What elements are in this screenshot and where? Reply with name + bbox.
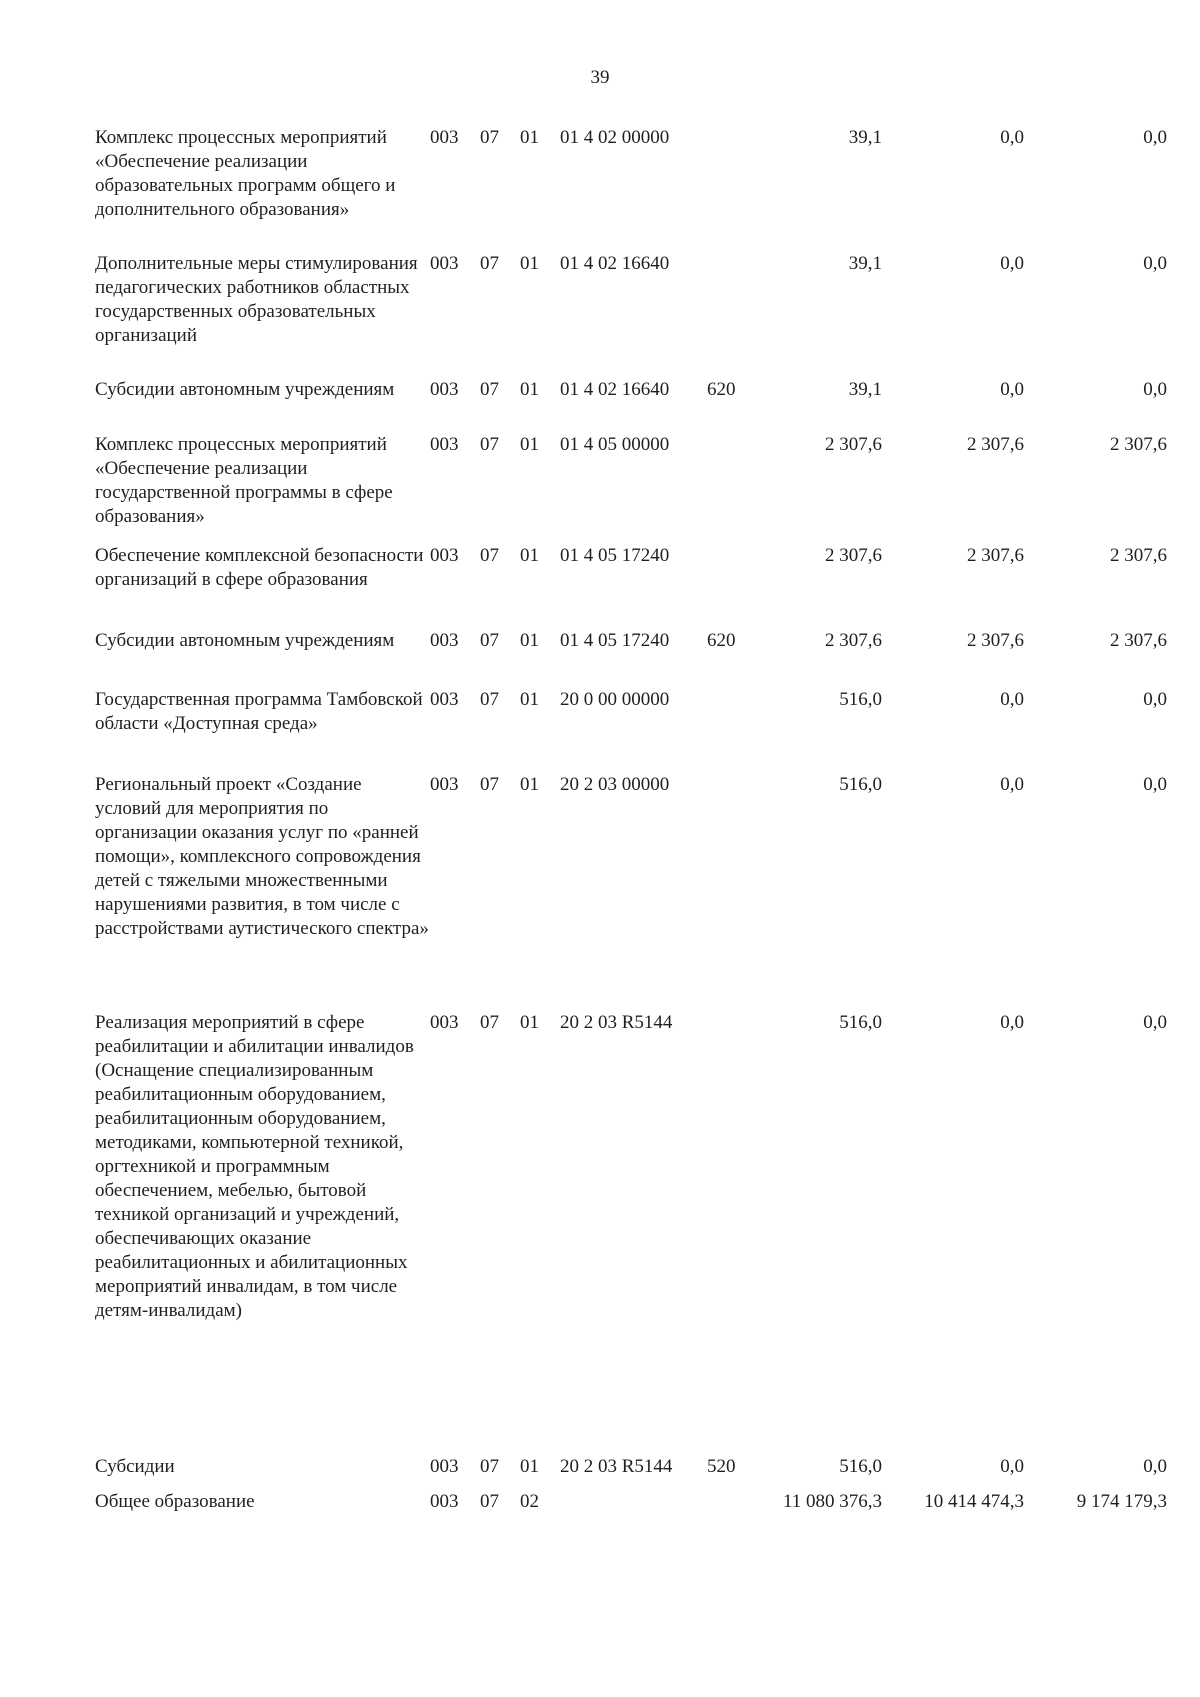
- amount-year-1: 39,1: [848, 253, 882, 274]
- grbs-code: 003: [430, 689, 459, 710]
- section-code: 07: [480, 434, 499, 455]
- subsection-code: 01: [520, 774, 539, 795]
- grbs-code: 003: [430, 127, 459, 148]
- amount-year-1: 2 307,6: [825, 434, 882, 455]
- amount-year-2: 0,0: [1000, 127, 1024, 148]
- table-row: [95, 1490, 1177, 1520]
- amount-year-2: 2 307,6: [967, 630, 1024, 651]
- subsection-code: 01: [520, 253, 539, 274]
- section-code: 07: [480, 689, 499, 710]
- amount-year-1: 2 307,6: [825, 630, 882, 651]
- amount-year-3: 0,0: [1143, 253, 1167, 274]
- grbs-code: 003: [430, 1012, 459, 1033]
- table-row: [95, 252, 1177, 378]
- row-name: Дополнительные меры стимулирования педагогических работников областных государственных образовательных организаций: [95, 253, 418, 346]
- table-row: [95, 773, 1177, 1011]
- row-name: Субсидии автономным учреждениям: [95, 379, 395, 400]
- grbs-code: 003: [430, 253, 459, 274]
- amount-year-3: 0,0: [1143, 689, 1167, 710]
- subsection-code: 01: [520, 689, 539, 710]
- amount-year-2: 0,0: [1000, 1012, 1024, 1033]
- amount-year-3: 2 307,6: [1110, 545, 1167, 566]
- row-name: Реализация мероприятий в сфере реабилитации и абилитации инвалидов (Оснащение специализированным реабилитационным оборудованием, реабилитационным оборудованием, методиками, компьютерной техникой, оргтехникой и программным обеспечением, мебелью, бытовой техникой организаций и учреждений, обеспечивающих оказание реабилитационных и абилитационных мероприятий инвалидам, в том числе детям-инвалидам): [95, 1012, 414, 1321]
- section-code: 07: [480, 253, 499, 274]
- section-code: 07: [480, 379, 499, 400]
- expense-type-code: 520: [707, 1456, 736, 1477]
- table-row: [95, 688, 1177, 773]
- amount-year-1: 516,0: [839, 689, 882, 710]
- row-name: Общее образование: [95, 1491, 255, 1512]
- row-name: Государственная программа Тамбовской области «Доступная среда»: [95, 689, 423, 734]
- subsection-code: 01: [520, 127, 539, 148]
- amount-year-3: 0,0: [1143, 774, 1167, 795]
- amount-year-1: 11 080 376,3: [782, 1491, 882, 1512]
- target-article-code: 20 2 03 R5144: [560, 1012, 673, 1033]
- target-article-code: 01 4 02 00000: [560, 127, 670, 148]
- subsection-code: 01: [520, 434, 539, 455]
- table-row: [95, 378, 1177, 433]
- amount-year-2: 0,0: [1000, 774, 1024, 795]
- section-code: 07: [480, 545, 499, 566]
- amount-year-1: 2 307,6: [825, 545, 882, 566]
- table-row: [95, 1011, 1177, 1455]
- target-article-code: 01 4 02 16640: [560, 379, 670, 400]
- subsection-code: 01: [520, 1456, 539, 1477]
- table-row: [95, 544, 1177, 629]
- subsection-code: 01: [520, 379, 539, 400]
- amount-year-3: 0,0: [1143, 379, 1167, 400]
- target-article-code: 20 2 03 00000: [560, 774, 670, 795]
- amount-year-1: 516,0: [839, 774, 882, 795]
- grbs-code: 003: [430, 1491, 459, 1512]
- amount-year-3: 2 307,6: [1110, 434, 1167, 455]
- target-article-code: 01 4 05 17240: [560, 545, 670, 566]
- amount-year-2: 0,0: [1000, 689, 1024, 710]
- row-name: Субсидии автономным учреждениям: [95, 630, 395, 651]
- grbs-code: 003: [430, 379, 459, 400]
- grbs-code: 003: [430, 545, 459, 566]
- table-row: [95, 126, 1177, 252]
- target-article-code: 20 0 00 00000: [560, 689, 670, 710]
- subsection-code: 01: [520, 630, 539, 651]
- subsection-code: 02: [520, 1491, 539, 1512]
- target-article-code: 01 4 02 16640: [560, 253, 670, 274]
- section-code: 07: [480, 127, 499, 148]
- amount-year-2: 10 414 474,3: [924, 1491, 1024, 1512]
- amount-year-2: 2 307,6: [967, 434, 1024, 455]
- amount-year-3: 0,0: [1143, 1456, 1167, 1477]
- table-row: [95, 1455, 1177, 1490]
- amount-year-3: 0,0: [1143, 127, 1167, 148]
- row-name: Субсидии: [95, 1456, 175, 1477]
- amount-year-2: 0,0: [1000, 1456, 1024, 1477]
- row-name: Региональный проект «Создание условий для мероприятия по организации оказания услуг по «ранней помощи», комплексного сопровождения детей с тяжелыми множественными нарушениями развития, в том числе с расстройствами аутистического спектра»: [95, 774, 429, 939]
- grbs-code: 003: [430, 630, 459, 651]
- amount-year-3: 2 307,6: [1110, 630, 1167, 651]
- budget-table: [95, 126, 1177, 1520]
- row-name: Комплекс процессных мероприятий «Обеспечение реализации образовательных программ общего и дополнительного образования»: [95, 127, 396, 220]
- table-row: [95, 433, 1177, 544]
- section-code: 07: [480, 630, 499, 651]
- expense-type-code: 620: [707, 379, 736, 400]
- page-number: 39: [590, 67, 610, 88]
- section-code: 07: [480, 1491, 499, 1512]
- amount-year-2: 0,0: [1000, 379, 1024, 400]
- grbs-code: 003: [430, 774, 459, 795]
- row-name: Комплекс процессных мероприятий «Обеспечение реализации государственной программы в сфере образования»: [95, 434, 393, 527]
- grbs-code: 003: [430, 434, 459, 455]
- target-article-code: 01 4 05 17240: [560, 630, 670, 651]
- target-article-code: 20 2 03 R5144: [560, 1456, 673, 1477]
- grbs-code: 003: [430, 1456, 459, 1477]
- section-code: 07: [480, 774, 499, 795]
- amount-year-3: 0,0: [1143, 1012, 1167, 1033]
- amount-year-1: 516,0: [839, 1012, 882, 1033]
- section-code: 07: [480, 1456, 499, 1477]
- amount-year-1: 516,0: [839, 1456, 882, 1477]
- subsection-code: 01: [520, 545, 539, 566]
- subsection-code: 01: [520, 1012, 539, 1033]
- table-row: [95, 629, 1177, 688]
- amount-year-3: 9 174 179,3: [1076, 1491, 1167, 1512]
- row-name: Обеспечение комплексной безопасности организаций в сфере образования: [95, 545, 424, 590]
- amount-year-2: 0,0: [1000, 253, 1024, 274]
- amount-year-1: 39,1: [848, 127, 882, 148]
- target-article-code: 01 4 05 00000: [560, 434, 670, 455]
- amount-year-1: 39,1: [848, 379, 882, 400]
- amount-year-2: 2 307,6: [967, 545, 1024, 566]
- section-code: 07: [480, 1012, 499, 1033]
- expense-type-code: 620: [707, 630, 736, 651]
